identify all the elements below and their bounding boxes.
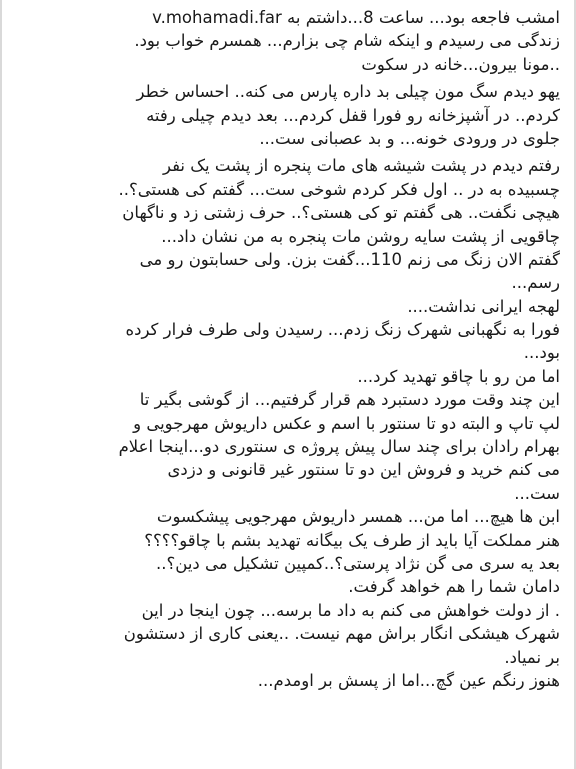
- caption-line: می کنم خرید و فروش این دو تا سنتور غیر قانونی و دزدی: [167, 460, 560, 480]
- caption-line: یهو دیدم سگ مون چیلی بد داره پارس می کنه.. احساس خطر: [136, 82, 560, 102]
- caption-line: رسم...: [511, 273, 560, 293]
- caption-line: v.mohamadi.far امشب فاجعه بود... ساعت 8...داشتم به: [152, 8, 560, 27]
- caption-line: بود...: [523, 343, 560, 363]
- caption-line: چسبیده به در .. اول فکر کردم شوخی ست... گفتم کی هستی؟..: [118, 179, 560, 199]
- caption-line: رفتم دیدم در پشت شیشه های مات پنجره از پشت یک نفر: [162, 156, 560, 176]
- caption-line: این چند وقت مورد دستبرد هم قرار گرفتیم... از گوشی بگیر تا: [139, 390, 560, 410]
- caption-line: اما من رو با چاقو تهدید کرد...: [357, 366, 560, 386]
- caption-line: بعد یه سری می گن نژاد پرستی؟..کمپین تشکیل می دین؟..: [156, 553, 560, 573]
- caption-line: کردم.. در آشپزخانه رو فورا قفل کردم... بعد دیدم چیلی رفته: [146, 105, 560, 125]
- caption-line: لپ تاپ و البته دو تا سنتور با اسم و عکس داریوش مهرجویی و: [133, 413, 560, 433]
- caption-line: چاقویی از پشت سایه روشن مات پنجره به من نشان داد...: [161, 226, 560, 246]
- caption-line: جلوی در ورودی خونه... و بد عصبانی ست...: [259, 128, 560, 148]
- caption-line: هنوز رنگم عین گچ...اما از پسش بر اومدم...: [257, 670, 560, 690]
- caption-line: شهرک هیشکی انگار براش مهم نیست. ..یعنی کاری از دستشون: [123, 624, 560, 644]
- caption-line: فورا به نگهبانی شهرک زنگ زدم... رسیدن ولی طرف فرار کرده: [125, 320, 560, 340]
- caption-line: هنر مملکت آیا باید از طرف یک بیگانه تهدید بشم با چاقو؟؟؟؟: [144, 530, 560, 550]
- caption-line: گفتم الان زنگ می زنم 110...گفت بزن. ولی حسابتون رو می: [139, 249, 560, 269]
- caption-line: هیچی نگفت.. هی گفتم تو کی هستی؟.. حرف زشتی زد و ناگهان: [122, 203, 560, 223]
- caption-line: لهجه ایرانی نداشت....: [407, 296, 560, 316]
- caption-line: دامان شما را هم خواهد گرفت.: [348, 577, 560, 597]
- caption-line: بهرام رادان برای چند سال پیش پروژه ی سنتوری دو...اینجا اعلام: [118, 437, 560, 457]
- caption-line: بر نمیاد.: [504, 647, 560, 667]
- caption-line: ..مونا بیرون...خانه در سکوت: [361, 54, 560, 74]
- caption-line: . از دولت خواهش می کنم به داد ما برسه... چون اینجا در این: [141, 600, 560, 620]
- caption-line: زندگی می رسیدم و اینکه شام چی بزارم... همسرم خواب بود.: [134, 31, 560, 51]
- caption-line: ابن ها هیچ... اما من... همسر داریوش مهرجویی پیشکسوت: [156, 507, 560, 527]
- post-caption: [16, 6, 560, 692]
- caption-line: ست...: [514, 483, 560, 503]
